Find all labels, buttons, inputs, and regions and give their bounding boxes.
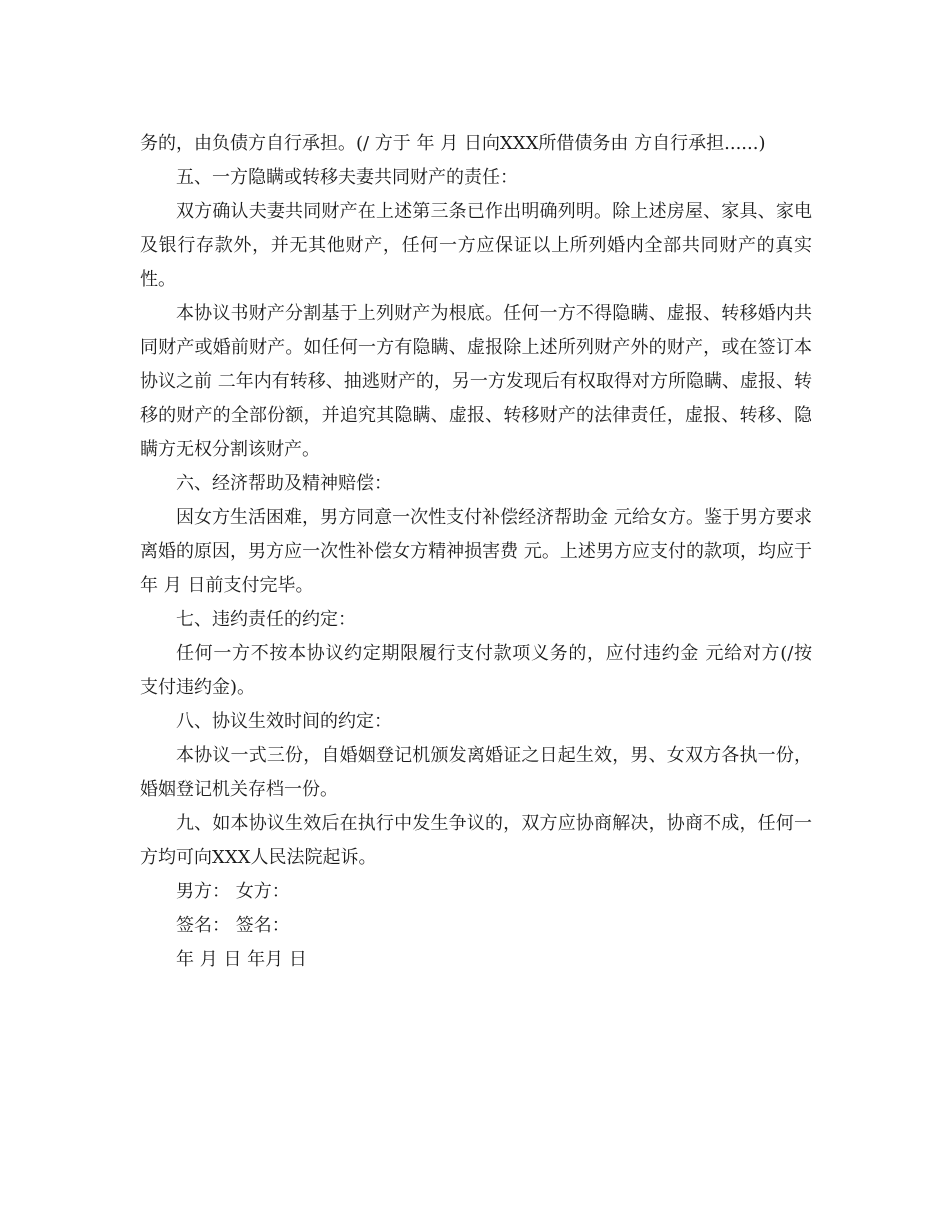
document-body <box>140 127 812 977</box>
signature-parties-line: 男方： 女方： <box>176 881 290 902</box>
signature-dates-line: 年 月 日 年月 日 <box>176 949 307 970</box>
paragraph-effective-date: 本协议一式三份，自婚姻登记机颁发离婚证之日起生效，男、女双方各执一份，婚姻登记机关存档一份。 <box>140 745 812 800</box>
paragraph-breach-penalty: 任何一方不按本协议约定期限履行支付款项义务的，应付违约金 元给对方(/按 支付违约金)。 <box>140 643 812 698</box>
section-heading-7: 七、违约责任的约定： <box>176 609 356 630</box>
paragraph-property-confirmation: 双方确认夫妻共同财产在上述第三条已作出明确列明。除上述房屋、家具、家电及银行存款外，并无其他财产，任何一方应保证以上所列婚内全部共同财产的真实性。 <box>140 201 812 290</box>
signature-names-line: 签名： 签名： <box>176 915 290 936</box>
section-heading-6: 六、经济帮助及精神赔偿： <box>176 473 392 494</box>
paragraph-debt-continuation: 务的，由负债方自行承担。(/ 方于 年 月 日向XXX所借债务由 方自行承担......) <box>140 133 766 154</box>
section-heading-8: 八、协议生效时间的约定： <box>176 711 392 732</box>
paragraph-dispute-resolution: 九、如本协议生效后在执行中发生争议的，双方应协商解决，协商不成，任何一方均可向XXX人民法院起诉。 <box>140 813 812 868</box>
section-heading-5: 五、一方隐瞒或转移夫妻共同财产的责任： <box>176 167 518 188</box>
paragraph-property-concealment: 本协议书财产分割基于上列财产为根底。任何一方不得隐瞒、虚报、转移婚内共同财产或婚前财产。如任何一方有隐瞒、虚报除上述所列财产外的财产，或在签订本协议之前 二年内有转移、抽逃财产的，另一方发现后有权取得对方所隐瞒、虚报、转移的财产的全部份额，并追究其隐瞒、虚报、转移财产的法律责任，虚报、转移、隐瞒方无权分割该财产。 <box>140 303 812 460</box>
paragraph-compensation: 因女方生活困难，男方同意一次性支付补偿经济帮助金 元给女方。鉴于男方要求离婚的原因，男方应一次性补偿女方精神损害费 元。上述男方应支付的款项，均应于 年 月 日前支付完毕。 <box>140 507 812 596</box>
